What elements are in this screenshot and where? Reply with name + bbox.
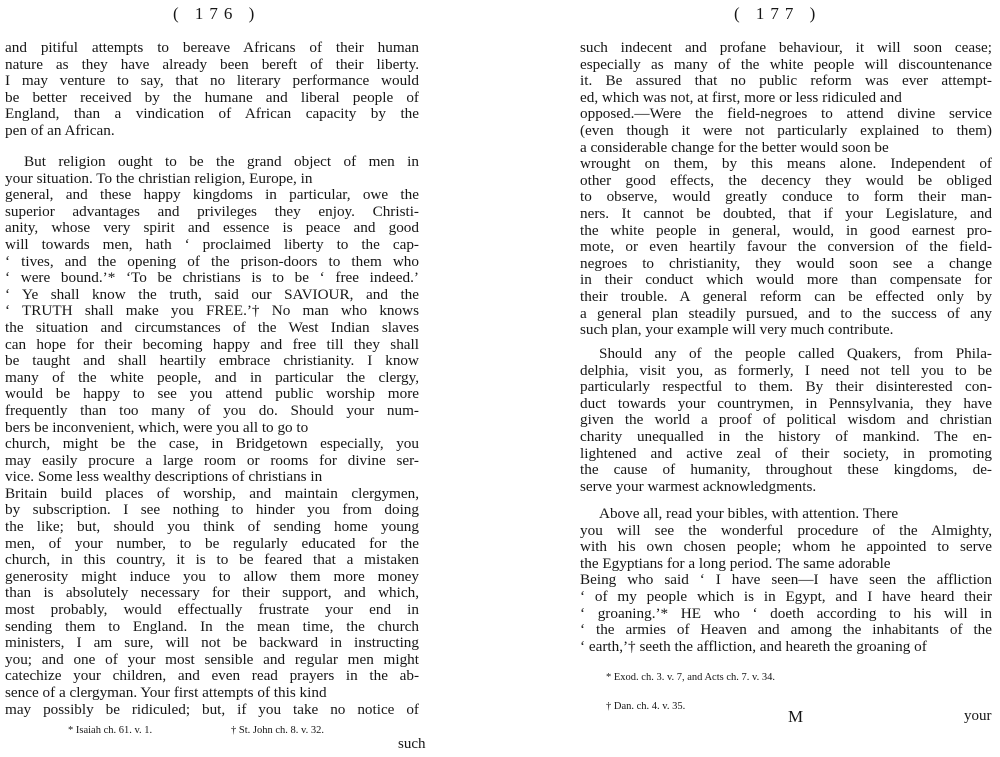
text-line: it. Be assured that no public reform was ever attempt- [580, 72, 992, 90]
text-line: the Egyptians for a long period. The same adorable [580, 554, 891, 572]
text-line: your situation. To the christian religion, Europe, in [5, 169, 313, 187]
text-line: ministers, I am sure, will not be backward in instructing [5, 634, 419, 652]
text-line: delphia, visit you, as formerly, I need not tell you to be [580, 361, 992, 379]
text-line: Above all, read your bibles, with attention. There [599, 505, 899, 522]
text-line: general, and these happy kingdoms in particular, owe the [5, 186, 419, 204]
text-line: with his own chosen people; whom he appointed to serve [580, 538, 992, 556]
catchword-left: such [398, 736, 426, 752]
text-line: particularly respectful to them. By their disinterested con- [580, 378, 992, 396]
text-line: bers be inconvenient, which, were you all to go to [5, 418, 309, 436]
text-line: duct towards your countrymen, in Pennsylvania, they have [580, 394, 992, 412]
text-line: Should any of the people called Quakers, from Phila- [599, 345, 992, 362]
footnote-right-2: † Dan. ch. 4. v. 35. [606, 701, 686, 712]
text-line: ‘ TRUTH shall make you FREE.’† No man who knows [5, 302, 419, 320]
text-line: anity, whose very spirit and essence is peace and good [5, 219, 419, 237]
text-line: and pitiful attempts to bereave Africans of their human [5, 39, 419, 56]
text-line: the cause of humanity, throughout these kingdoms, de- [580, 461, 992, 479]
text-line: you; and one of your most sensible and regular men might [5, 650, 419, 668]
text-line: such plan, your example will very much contribute. [580, 321, 894, 339]
text-line: can hope for their becoming happy and free till they shall [5, 335, 419, 353]
text-line: ‘ Ye shall know the truth, said our SAVIOUR, and the [5, 285, 419, 303]
text-line: Being who said ‘ I have seen—I have seen the affliction [580, 571, 992, 589]
text-line: the situation and circumstances of the West Indian slaves [5, 318, 419, 336]
text-line: negroes to christianity, they would soon see a change [580, 254, 992, 272]
text-line: nature as they have already been bereft of their liberty. [5, 55, 419, 73]
signature-mark: M [788, 707, 804, 726]
text-line: especially as many of the white people will discountenance [580, 55, 992, 73]
text-line: opposed.—Were the field-negroes to attend divine service [580, 105, 992, 123]
text-line: ‘ were bound.’* ‘To be christians is to be ‘ free indeed.’ [5, 269, 419, 287]
text-line: ‘ of my people which is in Egypt, and I have heard their [580, 587, 992, 605]
text-line: their trouble. A general reform can be effected only by [580, 287, 992, 305]
text-line: Britain build places of worship, and maintain clergymen, [5, 484, 419, 502]
text-line: most probably, would effectually frustrate your end in [5, 601, 419, 619]
text-line: church, might be the case, in Bridgetown especially, you [5, 435, 419, 453]
left-paragraph-2 [5, 154, 419, 718]
text-line: will towards men, hath ‘ proclaimed liberty to the cap- [5, 235, 419, 253]
page-number-left: ( 176 ) [173, 4, 261, 23]
text-line: catechize your children, and even read prayers in the ab- [5, 667, 419, 685]
text-line: than is absolutely necessary for their support, and which, [5, 584, 419, 602]
text-line: England, than a vindication of African capacity by the [5, 105, 419, 123]
right-paragraph-3 [580, 506, 992, 655]
text-line: ed, which was not, at first, more or less ridiculed and [580, 88, 902, 106]
text-line: sending them to England. In the mean time, the church [5, 617, 419, 635]
text-line: mote, or even heartily favour the conversion of the field- [580, 238, 992, 256]
text-line: serve your warmest acknowledgments. [580, 477, 817, 495]
text-line: sence of a clergyman. Your first attempts of this kind [5, 684, 327, 701]
text-line: men, of your number, to be regularly educated for the [5, 534, 419, 552]
text-line: vice. Some less wealthy descriptions of christians in [5, 468, 323, 486]
text-line: generosity might induce you to allow them more money [5, 567, 419, 585]
text-line: be taught and shall heartily embrace christianity. I know [5, 352, 419, 370]
text-line: by subscription. I see nothing to hinder you from doing [5, 501, 419, 519]
text-line: you will see the wonderful procedure of the Almighty, [580, 521, 992, 539]
text-line: a general plan steadily pursued, and to the success of any [580, 304, 992, 322]
text-line: would be happy to see you attend public worship more [5, 385, 419, 403]
text-line: the like; but, should you think of sending home young [5, 518, 419, 536]
text-line: wrought on them, by this means alone. Independent of [580, 155, 992, 173]
text-line: superior advantages and privileges they enjoy. Christi- [5, 202, 419, 220]
text-line: ‘ groaning.’* HE who ‘ doeth according to his will in [580, 604, 992, 622]
text-line: the white people in general, would, in good earnest pro- [580, 221, 992, 239]
text-line: But religion ought to be the grand object of men in [24, 153, 419, 170]
text-line: in their conduct which would more than compensate for [580, 271, 992, 289]
right-page [500, 0, 1000, 757]
text-line: may easily procure a large room or rooms for divine ser- [5, 451, 419, 469]
text-line: a considerable change for the better would soon be [580, 138, 889, 156]
text-line: given the world a proof of political wisdom and christian [580, 411, 992, 429]
right-paragraph-1 [580, 40, 992, 339]
text-line: may possibly be ridiculed; but, if you take no notice of [5, 700, 419, 718]
text-line: many of the white people, and in particular the clergy, [5, 368, 419, 386]
text-line: ‘ tives, and the opening of the prison-doors to them who [5, 252, 419, 270]
text-line: church, in this country, it is to be feared that a mistaken [5, 551, 419, 569]
text-line: pen of an African. [5, 121, 115, 139]
text-line: (even though it were not particularly explained to them) [580, 121, 992, 139]
text-line: ‘ earth,’† seeth the affliction, and heareth the groaning of [580, 637, 927, 655]
right-paragraph-2 [580, 346, 992, 495]
page-number-right: ( 177 ) [734, 4, 822, 23]
text-line: I may venture to say, that no literary performance would [5, 72, 419, 90]
text-line: ners. It cannot be doubted, that if your Legislature, and [580, 204, 992, 222]
text-line: be better received by the humane and liberal people of [5, 88, 419, 106]
text-line: charity unequalled in the history of mankind. The en- [580, 427, 992, 445]
footnote-left-1: * Isaiah ch. 61. v. 1. [68, 725, 153, 736]
left-paragraph-1 [5, 40, 419, 140]
text-line: other good effects, the decency they would be obliged [580, 171, 992, 189]
footnote-right-1: * Exod. ch. 3. v. 7, and Acts ch. 7. v. 34. [606, 672, 775, 683]
footnote-left-2: † St. John ch. 8. v. 32. [231, 725, 324, 736]
text-line: lightened and active zeal of their society, in promoting [580, 444, 992, 462]
text-line: such indecent and profane behaviour, it will soon cease; [580, 39, 992, 56]
text-line: ‘ the armies of Heaven and among the inhabitants of the [580, 621, 992, 639]
catchword-right: your [964, 708, 992, 724]
text-line: to observe, would greatly conduce to form their man- [580, 188, 992, 206]
text-line: frequently than too many of you do. Should your num- [5, 401, 419, 419]
